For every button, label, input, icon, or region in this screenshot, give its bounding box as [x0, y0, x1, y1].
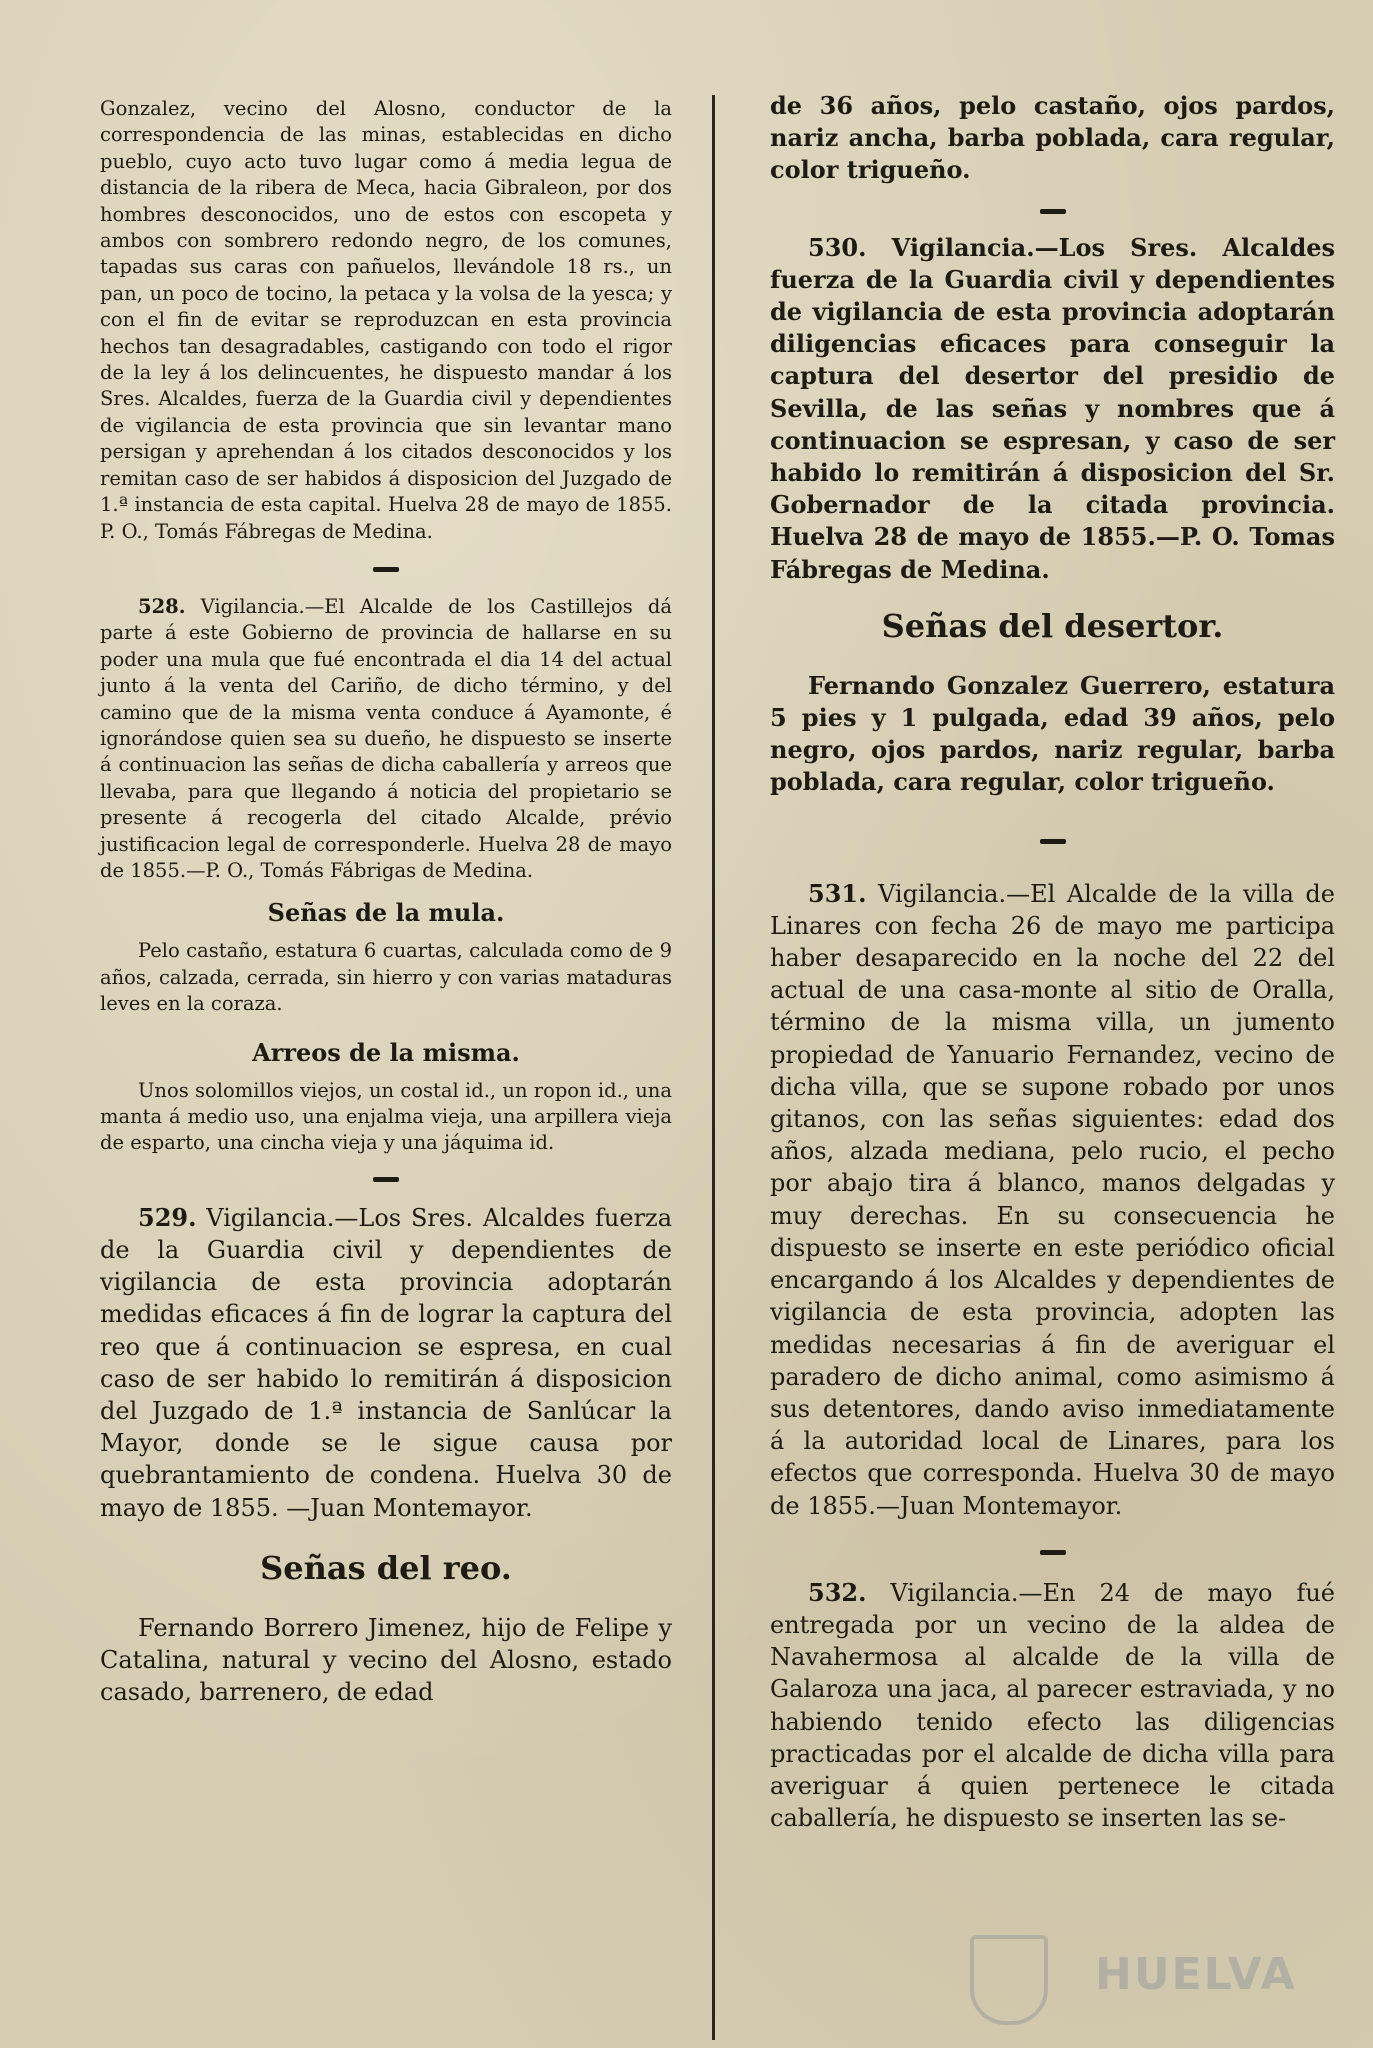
article-528 — [100, 594, 672, 884]
article-529 — [100, 1202, 672, 1524]
article-number: 528. — [138, 594, 186, 618]
arreos-description: Unos solomillos viejos, un costal id., un ropon id., una manta á medio uso, una enjalma vieja, una arpillera vieja de esparto, una cincha vieja y una jáquima id. — [100, 1078, 672, 1155]
article-body: Vigilancia.—Los Sres. Alcaldes fuerza de la Guardia civil y dependientes de vigilancia de esta provincia adoptarán medidas eficaces á fin de lograr la captura del reo que á continuacion se espresa, en cual caso de ser habido lo remitirán á disposicion del Juzgado de 1.ª instancia de Sanlúcar la Mayor, donde se le sigue causa por quebrantamiento de condena. Huelva 30 de mayo de 1855. —Juan Montemayor. — [100, 1203, 672, 1522]
article-number: 532. — [808, 1577, 867, 1607]
heading-senas-mula: Señas de la mula. — [267, 898, 505, 928]
column-divider — [712, 95, 715, 2040]
article-532 — [770, 1577, 1335, 1835]
article-number: 530. — [808, 232, 867, 262]
article-number: 531. — [808, 878, 867, 908]
shield-icon — [970, 1935, 1048, 2025]
mula-description: Pelo castaño, estatura 6 cuartas, calculada como de 9 años, calzada, cerrada, sin hierro y con varias mataduras leves en la coraza. — [100, 939, 672, 1016]
watermark-text: HUELVA — [1095, 1949, 1297, 2000]
left-column — [100, 96, 672, 1708]
article-number: 529. — [138, 1202, 197, 1232]
heading-senas-desertor: Señas del desertor. — [881, 606, 1224, 645]
article-body: Vigilancia.—En 24 de mayo fué entregada por un vecino de la aldea de Navahermosa al alcalde de la villa de Galaroza una jaca, al parecer estraviada, y no habiendo tenido efecto las diligencias practicadas por el alcalde de dicha villa para averiguar á quien pertenece le citada caballería, he dispuesto se inserten las se- — [770, 1578, 1335, 1833]
heading-arreos: Arreos de la misma. — [252, 1037, 520, 1067]
right-column — [770, 90, 1335, 1834]
article-body: Vigilancia.—Los Sres. Alcaldes fuerza de la Guardia civil y dependientes de vigilancia de esta provincia adoptarán diligencias eficaces para conseguir la captura del desertor del presidio de Sevilla, de las señas y nombres que á continuacion se espresan, y caso de ser habido lo remitirán á disposicion del Sr. Gobernador de la citada provincia. Huelva 28 de mayo de 1855.—P. O. Tomas Fábregas de Medina. — [770, 232, 1335, 584]
article-body: Vigilancia.—El Alcalde de los Castillejos dá parte á este Gobierno de provincia de hallarse en su poder una mula que fué encontrada el dia 14 del actual junto á la venta del Cariño, de dicho término, y del camino que de la misma venta conduce á Ayamonte, é ignorándose quien sea su dueño, he dispuesto se inserte á continuacion las señas de dicha caballería y arreos que llevaba, para que llegando á noticia del propietario se presente á recogerla del citado Alcalde, prévio justificacion legal de corresponderle. Huelva 28 de mayo de 1855.—P. O., Tomás Fábrigas de Medina. — [100, 594, 672, 882]
article-body: Vigilancia.—El Alcalde de la villa de Linares con fecha 26 de mayo me participa haber desaparecido en la noche del 22 del actual de una casa-monte al sitio de Oralla, término de la misma villa, un jumento propiedad de Yanuario Fernandez, vecino de dicha villa, que se supone robado por unos gitanos, con las señas siguientes: edad dos años, alzada mediana, pelo rucio, el pecho por abajo tira á blanco, manos delgadas y muy derechas. En su consecuencia he dispuesto se inserte en este periódico oficial encargando á los Alcaldes y dependientes de vigilancia de esta provincia, adopten las medidas necesarias á fin de averiguar el paradero de dicho animal, como asimismo á sus detentores, dando aviso inmediatamente á la autoridad local de Linares, para los efectos que corresponda. Huelva 30 de mayo de 1855.—Juan Montemayor. — [770, 879, 1335, 1520]
archive-watermark — [970, 1915, 1370, 2035]
desertor-description: Fernando Gonzalez Guerrero, estatura 5 pies y 1 pulgada, edad 39 años, pelo negro, ojos pardos, nariz regular, barba poblada, cara regular, color trigueño. — [770, 670, 1335, 797]
reo-description: Fernando Borrero Jimenez, hijo de Felipe y Catalina, natural y vecino del Alosno, estado casado, barrenero, de edad — [100, 1613, 672, 1707]
reo-description-continued: de 36 años, pelo castaño, ojos pardos, nariz ancha, barba poblada, cara regular, color trigueño. — [770, 91, 1335, 185]
article-531 — [770, 878, 1335, 1522]
article-527-continuation: Gonzalez, vecino del Alosno, conductor de la correspondencia de las minas, establecidas en dicho pueblo, cuyo acto tuvo lugar como á media legua de distancia de la ribera de Meca, hacia Gibraleon, por dos hombres desconocidos, uno de estos con escopeta y ambos con sombrero redondo negro, de los comunes, tapadas sus caras con pañuelos, llevándole 18 rs., un pan, un poco de tocino, la petaca y la volsa de la yesca; y con el fin de evitar se reproduzcan en esta provincia hechos tan desagradables, castigando con todo el rigor de la ley á los delincuentes, he dispuesto mandar á los Sres. Alcaldes, fuerza de la Guardia civil y dependientes de vigilancia de esta provincia que sin levantar mano persigan y aprehendan á los citados desconocidos y los remitan caso de ser habidos á disposicion del Juzgado de 1.ª instancia de esta capital. Huelva 28 de mayo de 1855. P. O., Tomás Fábregas de Medina. — [100, 97, 672, 543]
article-530 — [770, 232, 1335, 586]
heading-senas-reo: Señas del reo. — [260, 1548, 512, 1587]
